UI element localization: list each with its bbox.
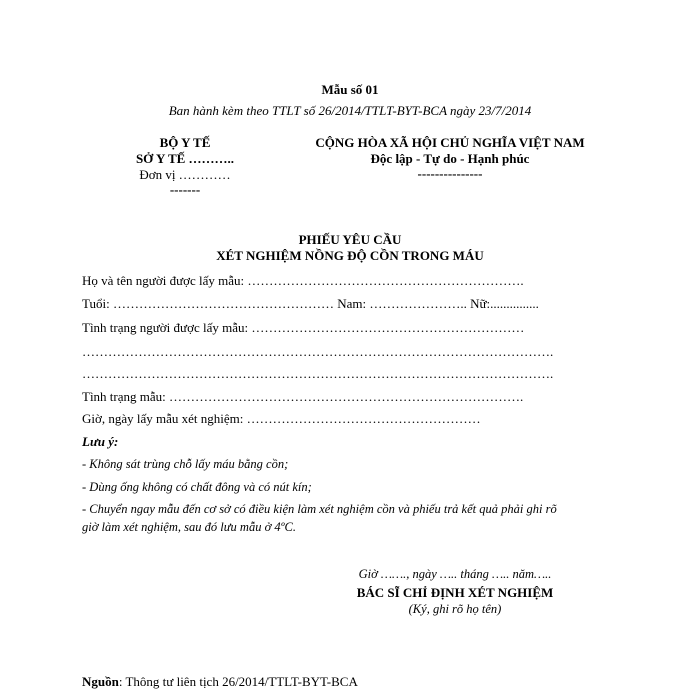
source-line bbox=[82, 674, 358, 690]
field-blank-line-1: ………………………………………………………………………………………………. bbox=[82, 344, 554, 359]
signature-note: (Ký, ghi rõ họ tên) bbox=[408, 602, 502, 616]
unit-name: Đơn vị ………… bbox=[139, 167, 231, 182]
note-item-3: - Chuyển ngay mẫu đến cơ sở có điều kiện làm xét nghiệm cồn và phiếu trả kết quả phải ghi rõ bbox=[82, 502, 557, 516]
document-title-line-2: XÉT NGHIỆM NỒNG ĐỘ CỒN TRONG MÁU bbox=[216, 248, 484, 263]
form-code: Mẫu số 01 bbox=[321, 82, 379, 97]
source-text: : Thông tư liên tịch 26/2014/TTLT-BYT-BCA bbox=[118, 674, 358, 689]
field-age-gender: Tuổi: …………………………………………… Nam: ………………….. Nữ:............... bbox=[82, 296, 539, 311]
note-item-1: - Không sát trùng chỗ lấy máu bằng cồn; bbox=[82, 457, 289, 471]
field-patient-name: Họ và tên người được lấy mẫu: ………………………………………………………. bbox=[82, 273, 524, 288]
signature-title: BÁC SĨ CHỈ ĐỊNH XÉT NGHIỆM bbox=[356, 585, 554, 600]
field-sample-time: Giờ, ngày lấy mẫu xét nghiệm: ……………………………………………… bbox=[82, 411, 481, 426]
field-blank-line-2: ………………………………………………………………………………………………. bbox=[82, 366, 554, 381]
department-name: SỞ Y TẾ ……….. bbox=[135, 151, 235, 166]
left-header-divider: ------- bbox=[169, 182, 201, 197]
source-label: Nguồn bbox=[82, 674, 119, 689]
note-item-3-continued: giờ làm xét nghiệm, sau đó lưu mẫu ở 4ºC. bbox=[82, 520, 296, 534]
ministry-name: BỘ Y TẾ bbox=[159, 135, 211, 150]
note-item-2: - Dùng ống không có chất đông và có nút kín; bbox=[82, 480, 312, 494]
notes-title: Lưu ý: bbox=[82, 434, 119, 449]
field-patient-condition: Tình trạng người được lấy mẫu: ……………………………………………………… bbox=[82, 320, 525, 335]
national-motto: Độc lập - Tự do - Hạnh phúc bbox=[370, 151, 530, 166]
signature-date: Giờ ……., ngày ….. tháng ….. năm….. bbox=[358, 567, 552, 581]
issued-with-line: Ban hành kèm theo TTLT số 26/2014/TTLT-BYT-BCA ngày 23/7/2014 bbox=[168, 103, 532, 118]
field-sample-condition: Tình trạng mẫu: ………………………………………………………………………. bbox=[82, 389, 524, 404]
right-header-divider: --------------- bbox=[417, 166, 483, 181]
republic-name: CỘNG HÒA XÃ HỘI CHỦ NGHĨA VIỆT NAM bbox=[315, 135, 585, 150]
document-title-line-1: PHIẾU YÊU CẦU bbox=[298, 232, 402, 247]
